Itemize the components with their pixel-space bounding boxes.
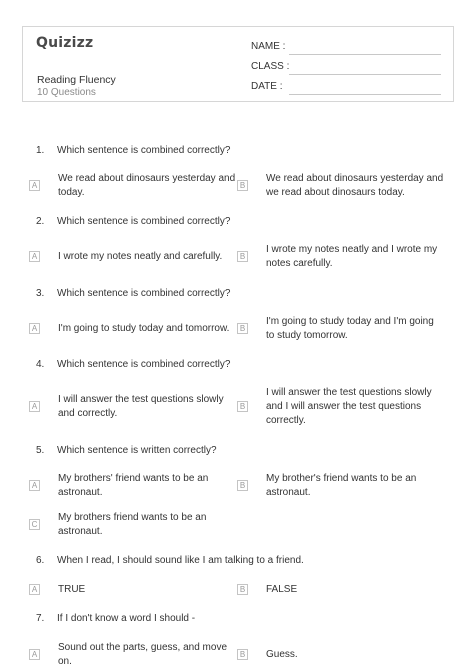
worksheet-header (22, 26, 454, 102)
class-line (289, 74, 441, 75)
option-text: We read about dinosaurs yesterday and today. (58, 173, 236, 198)
option-text: I will answer the test questions slowly and I will answer the test questions correctly. (266, 387, 432, 426)
option-text: TRUE (58, 584, 86, 595)
question-number: 3. (36, 288, 45, 299)
question-number: 6. (36, 555, 45, 566)
question-text: If I don't know a word I should - (57, 613, 196, 624)
question-number: 2. (36, 216, 45, 227)
option-letter-box: B (237, 480, 248, 491)
option-letter-box: A (29, 584, 40, 595)
option-letter-box: B (237, 323, 248, 334)
option-text: I wrote my notes neatly and carefully. (58, 251, 223, 262)
option-letter-box: B (237, 251, 248, 262)
option-text: My brothers friend wants to be an astronaut. (58, 512, 207, 537)
question-text: When I read, I should sound like I am talking to a friend. (57, 555, 304, 566)
option-text: My brothers' friend wants to be an astronaut. (58, 473, 209, 498)
option-text: I wrote my notes neatly and I wrote my notes carefully. (266, 244, 438, 269)
question-text: Which sentence is combined correctly? (57, 288, 231, 299)
date-field[interactable] (251, 81, 441, 95)
option-letter-box: B (237, 180, 248, 191)
date-line (289, 94, 441, 95)
question-text: Which sentence is combined correctly? (57, 145, 231, 156)
option-letter-box: A (29, 251, 40, 262)
question-number: 1. (36, 145, 45, 156)
option-text: My brother's friend wants to be an astronaut. (266, 473, 417, 498)
quizizz-logo: Quizizz (36, 35, 94, 51)
option-letter-box: A (29, 649, 40, 660)
option-letter-box: A (29, 401, 40, 412)
question-count: 10 Questions (37, 87, 96, 98)
option-letter-box: B (237, 401, 248, 412)
question-text: Which sentence is written correctly? (57, 445, 217, 456)
class-label: CLASS : (251, 61, 290, 72)
option-text: FALSE (266, 584, 298, 595)
option-letter-box: A (29, 323, 40, 334)
option-letter-box: B (237, 584, 248, 595)
option-text: Sound out the parts, guess, and move on. (58, 642, 227, 667)
option-letter-box: A (29, 480, 40, 491)
worksheet-title: Reading Fluency (37, 74, 116, 86)
option-letter-box: C (29, 519, 40, 530)
date-label: DATE : (251, 81, 283, 92)
option-letter-box: B (237, 649, 248, 660)
option-text: I will answer the test questions slowly and correctly. (58, 394, 224, 419)
option-text: Guess. (266, 649, 298, 660)
question-text: Which sentence is combined correctly? (57, 359, 231, 370)
name-line (289, 54, 441, 55)
option-text: I'm going to study today and tomorrow. (58, 323, 230, 334)
question-number: 5. (36, 445, 45, 456)
question-number: 4. (36, 359, 45, 370)
question-number: 7. (36, 613, 45, 624)
class-field[interactable] (251, 61, 441, 75)
name-label: NAME : (251, 41, 286, 52)
option-text: I'm going to study today and I'm going to study tomorrow. (266, 316, 434, 341)
option-letter-box: A (29, 180, 40, 191)
option-text: We read about dinosaurs yesterday and we read about dinosaurs today. (266, 173, 444, 198)
name-field[interactable] (251, 41, 441, 55)
question-text: Which sentence is combined correctly? (57, 216, 231, 227)
